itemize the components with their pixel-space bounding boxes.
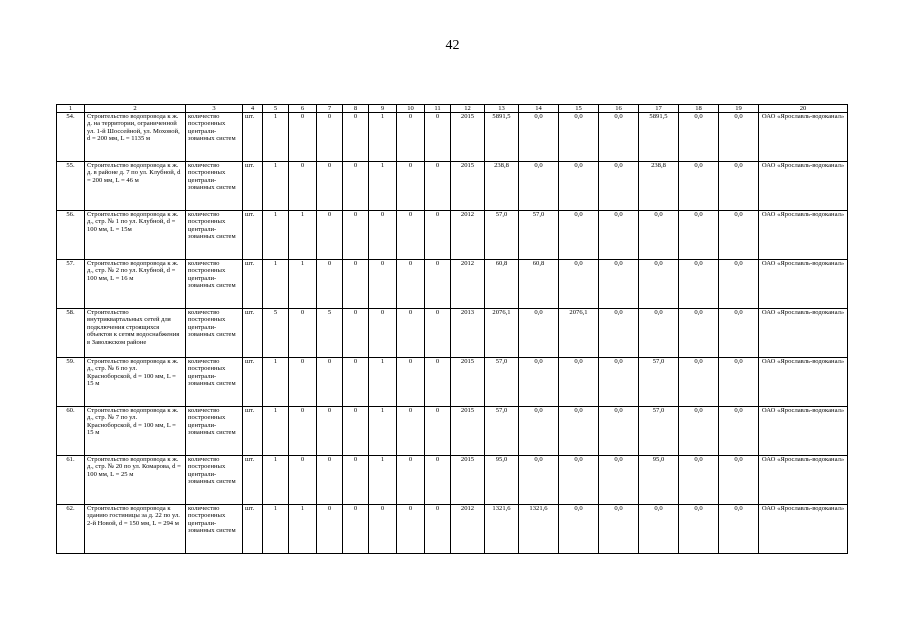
page-number: 42 [445, 38, 460, 53]
header-cell: 6 [289, 105, 317, 113]
table-cell: 0,0 [599, 358, 639, 407]
table-row [57, 113, 848, 162]
table-cell: 0 [425, 505, 451, 554]
table-cell: ОАО «Ярославль-водоканал» [759, 358, 848, 407]
table-cell: 0 [369, 260, 397, 309]
table-cell: шт. [243, 456, 263, 505]
header-cell: 9 [369, 105, 397, 113]
table-cell: Строительство водопровода к ж. д. в районе д. 7 по ул. Клубной, d = 200 мм, L = 46 м [85, 162, 186, 211]
table-cell: 0,0 [639, 211, 679, 260]
table-cell: 1 [263, 456, 289, 505]
table-cell: 58. [57, 309, 85, 358]
table-cell: ОАО «Ярославль-водоканал» [759, 456, 848, 505]
table-cell: 57,0 [639, 407, 679, 456]
table-cell: 0,0 [559, 407, 599, 456]
table-cell: 0,0 [519, 162, 559, 211]
program-table [56, 104, 848, 554]
table-cell: 0 [317, 162, 343, 211]
table-cell: 56. [57, 211, 85, 260]
table-cell: 0,0 [599, 456, 639, 505]
table-cell: 57. [57, 260, 85, 309]
table-cell: 1 [289, 505, 317, 554]
table-cell: ОАО «Ярославль-водоканал» [759, 162, 848, 211]
table-cell: 60,8 [519, 260, 559, 309]
table-cell: 1 [263, 407, 289, 456]
table-cell: 57,0 [485, 211, 519, 260]
table-cell: 0,0 [599, 505, 639, 554]
table-cell: 57,0 [519, 211, 559, 260]
table-cell: 0,0 [559, 113, 599, 162]
table-cell: количество построенных централи-зованных систем [186, 309, 243, 358]
table-cell: 0 [317, 113, 343, 162]
table-cell: шт. [243, 358, 263, 407]
header-cell: 14 [519, 105, 559, 113]
table-cell: 2076,1 [559, 309, 599, 358]
table-cell: 1 [263, 260, 289, 309]
table-cell: 2012 [451, 260, 485, 309]
table-cell: 0,0 [519, 113, 559, 162]
table-cell: количество построенных централи-зованных систем [186, 456, 243, 505]
table-cell: Строительство водопровода к ж. д., стр. № 6 по ул. Красноборской, d = 100 мм, L = 15 м [85, 358, 186, 407]
table-cell: 0,0 [519, 358, 559, 407]
table-cell: 0 [397, 211, 425, 260]
table-cell: 0 [289, 456, 317, 505]
table-cell: шт. [243, 505, 263, 554]
header-cell: 10 [397, 105, 425, 113]
table-cell: 0 [397, 505, 425, 554]
table-cell: 0,0 [719, 456, 759, 505]
table-cell: 0,0 [559, 211, 599, 260]
table-cell: 0 [343, 309, 369, 358]
table-cell: количество построенных централи-зованных систем [186, 211, 243, 260]
table-cell: ОАО «Ярославль-водоканал» [759, 407, 848, 456]
table-cell: 59. [57, 358, 85, 407]
table-cell: 5891,5 [485, 113, 519, 162]
table-cell: 60,8 [485, 260, 519, 309]
table-cell: шт. [243, 407, 263, 456]
table-cell: 1 [263, 211, 289, 260]
table-cell: 0,0 [719, 505, 759, 554]
table-cell: 0,0 [599, 113, 639, 162]
table-cell: 0 [317, 358, 343, 407]
table-cell: 0 [317, 505, 343, 554]
table-cell: 0 [343, 211, 369, 260]
table-cell: 0,0 [719, 211, 759, 260]
table-cell: 2015 [451, 407, 485, 456]
table-cell: шт. [243, 309, 263, 358]
table-cell: шт. [243, 211, 263, 260]
table-cell: 60. [57, 407, 85, 456]
table-cell: 62. [57, 505, 85, 554]
table-cell: 0,0 [639, 260, 679, 309]
header-cell: 7 [317, 105, 343, 113]
table-cell: 238,8 [485, 162, 519, 211]
table-cell: 0 [397, 309, 425, 358]
table-cell: 0 [425, 407, 451, 456]
header-cell: 20 [759, 105, 848, 113]
table-cell: 2015 [451, 456, 485, 505]
table-cell: 0 [343, 260, 369, 309]
table-cell: ОАО «Ярославль-водоканал» [759, 309, 848, 358]
table-cell: 0 [397, 456, 425, 505]
table-row [57, 407, 848, 456]
table-cell: 0,0 [679, 211, 719, 260]
table-cell: 2013 [451, 309, 485, 358]
table-cell: 0 [397, 358, 425, 407]
table-row [57, 456, 848, 505]
table-cell: количество построенных централи-зованных систем [186, 358, 243, 407]
table-cell: 54. [57, 113, 85, 162]
table-cell: 2076,1 [485, 309, 519, 358]
table-cell: 0 [369, 505, 397, 554]
table-cell: 0,0 [639, 309, 679, 358]
table-cell: 0 [397, 260, 425, 309]
table-row [57, 260, 848, 309]
table-cell: 0 [397, 162, 425, 211]
table-cell: 5891,5 [639, 113, 679, 162]
table-row [57, 162, 848, 211]
header-cell: 13 [485, 105, 519, 113]
table-cell: 0 [425, 162, 451, 211]
table-cell: 0,0 [719, 358, 759, 407]
header-cell: 18 [679, 105, 719, 113]
table-cell: количество построенных централи-зованных систем [186, 407, 243, 456]
table-cell: 0 [343, 505, 369, 554]
table-cell: 0 [343, 407, 369, 456]
table-cell: количество построенных централи-зованных систем [186, 162, 243, 211]
table-cell: 0,0 [719, 407, 759, 456]
table-cell: 0,0 [519, 456, 559, 505]
table-cell: 0,0 [639, 505, 679, 554]
header-cell: 15 [559, 105, 599, 113]
table-cell: 0 [343, 113, 369, 162]
header-cell: 1 [57, 105, 85, 113]
table-cell: 0,0 [599, 162, 639, 211]
header-cell: 5 [263, 105, 289, 113]
table-row [57, 358, 848, 407]
table-cell: 0,0 [599, 309, 639, 358]
header-cell: 11 [425, 105, 451, 113]
table-cell: 5 [263, 309, 289, 358]
table-cell: количество построенных централи-зованных систем [186, 113, 243, 162]
table-row [57, 211, 848, 260]
table-cell: 1 [289, 260, 317, 309]
table-cell: 0,0 [559, 358, 599, 407]
table-cell: 1 [263, 505, 289, 554]
table-cell: шт. [243, 260, 263, 309]
table-cell: 0 [369, 211, 397, 260]
table-cell: 0,0 [679, 309, 719, 358]
table-cell: 0,0 [679, 113, 719, 162]
table-cell: шт. [243, 162, 263, 211]
table-cell: 2012 [451, 505, 485, 554]
table-cell: 95,0 [639, 456, 679, 505]
table-cell: 0 [425, 358, 451, 407]
table-cell: 0,0 [719, 260, 759, 309]
table-cell: 0,0 [679, 456, 719, 505]
table-cell: Строительство внутриквартальных сетей для подключения строящихся объектов к сетям водоснабжения в Заволжском районе [85, 309, 186, 358]
table-cell: 2012 [451, 211, 485, 260]
table-cell: количество построенных централи-зованных систем [186, 505, 243, 554]
table-cell: 0 [343, 358, 369, 407]
table-cell: 238,8 [639, 162, 679, 211]
table-cell: шт. [243, 113, 263, 162]
table-cell: 0 [317, 211, 343, 260]
table-row [57, 309, 848, 358]
table-cell: 1321,6 [485, 505, 519, 554]
table-cell: ОАО «Ярославль-водоканал» [759, 260, 848, 309]
table-cell: 0 [425, 211, 451, 260]
table-cell: Строительство водопровода к ж. д., стр. № 20 по ул. Комарова, d = 100 мм, L = 25 м [85, 456, 186, 505]
table-cell: 1 [289, 211, 317, 260]
table-cell: 0,0 [599, 407, 639, 456]
table-cell: 1321,6 [519, 505, 559, 554]
table-cell: 0,0 [519, 309, 559, 358]
table-cell: ОАО «Ярославль-водоканал» [759, 211, 848, 260]
table-cell: 0,0 [559, 162, 599, 211]
table-cell: 0 [289, 162, 317, 211]
table-cell: 0,0 [719, 162, 759, 211]
table-cell: 0,0 [559, 505, 599, 554]
table-cell: 0,0 [719, 113, 759, 162]
table-cell: 0,0 [679, 260, 719, 309]
table-cell: ОАО «Ярославль-водоканал» [759, 505, 848, 554]
table-cell: 1 [263, 113, 289, 162]
table-cell: Строительство водопровода к ж. д., стр. № 2 по ул. Клубной, d = 100 мм, L = 16 м [85, 260, 186, 309]
table-cell: Строительство водопровода к ж. д., стр. № 7 по ул. Красноборской, d = 100 мм, L = 15 м [85, 407, 186, 456]
header-cell: 8 [343, 105, 369, 113]
table-cell: 0 [289, 358, 317, 407]
table-cell: 0,0 [719, 309, 759, 358]
table-cell: ОАО «Ярославль-водоканал» [759, 113, 848, 162]
table-cell: 0 [317, 407, 343, 456]
table-cell: 0 [317, 456, 343, 505]
table-cell: 0 [317, 260, 343, 309]
table-cell: 0 [289, 407, 317, 456]
table-cell: количество построенных централи-зованных систем [186, 260, 243, 309]
table-cell: 0 [425, 309, 451, 358]
table-cell: 2015 [451, 113, 485, 162]
table-cell: 0,0 [519, 407, 559, 456]
table-cell: 0,0 [559, 260, 599, 309]
table-cell: 0,0 [679, 162, 719, 211]
header-row [57, 105, 848, 113]
table-cell: 57,0 [485, 358, 519, 407]
table-cell: 0,0 [679, 407, 719, 456]
table-cell: 2015 [451, 358, 485, 407]
table-cell: 1 [369, 358, 397, 407]
table-cell: 0 [425, 113, 451, 162]
table-cell: Строительство водопровода к ж. д. на территории, ограниченной ул. 1-й Шоссейной, ул. Моховой, d = 200 мм, L = 1135 м [85, 113, 186, 162]
table-cell: 0 [425, 456, 451, 505]
table-cell: 1 [369, 456, 397, 505]
table-cell: 1 [263, 358, 289, 407]
table-cell: Строительство водопровода к зданию гостиницы за д. 22 по ул. 2-й Новой, d = 150 мм, L = 294 м [85, 505, 186, 554]
header-cell: 2 [85, 105, 186, 113]
header-cell: 19 [719, 105, 759, 113]
table-cell: 0 [343, 456, 369, 505]
table-cell: 55. [57, 162, 85, 211]
header-cell: 3 [186, 105, 243, 113]
table-cell: Строительство водопровода к ж. д., стр. № 1 по ул. Клубной, d = 100 мм, L = 15м [85, 211, 186, 260]
table-row [57, 505, 848, 554]
table-cell: 2015 [451, 162, 485, 211]
table-cell: 0 [343, 162, 369, 211]
table-cell: 1 [369, 162, 397, 211]
table-cell: 0,0 [599, 211, 639, 260]
table-cell: 0,0 [559, 456, 599, 505]
table-cell: 57,0 [485, 407, 519, 456]
table-cell: 0,0 [679, 358, 719, 407]
table-cell: 61. [57, 456, 85, 505]
table-cell: 0 [397, 407, 425, 456]
table-cell: 0 [425, 260, 451, 309]
table-cell: 0 [397, 113, 425, 162]
table-cell: 0 [289, 113, 317, 162]
header-cell: 12 [451, 105, 485, 113]
table-cell: 95,0 [485, 456, 519, 505]
table-cell: 0,0 [599, 260, 639, 309]
table-cell: 0 [289, 309, 317, 358]
header-cell: 4 [243, 105, 263, 113]
table-cell: 0 [369, 309, 397, 358]
header-cell: 17 [639, 105, 679, 113]
header-cell: 16 [599, 105, 639, 113]
table-cell: 5 [317, 309, 343, 358]
table-cell: 1 [369, 407, 397, 456]
table-cell: 0,0 [679, 505, 719, 554]
table-cell: 57,0 [639, 358, 679, 407]
table-cell: 1 [263, 162, 289, 211]
table-cell: 1 [369, 113, 397, 162]
